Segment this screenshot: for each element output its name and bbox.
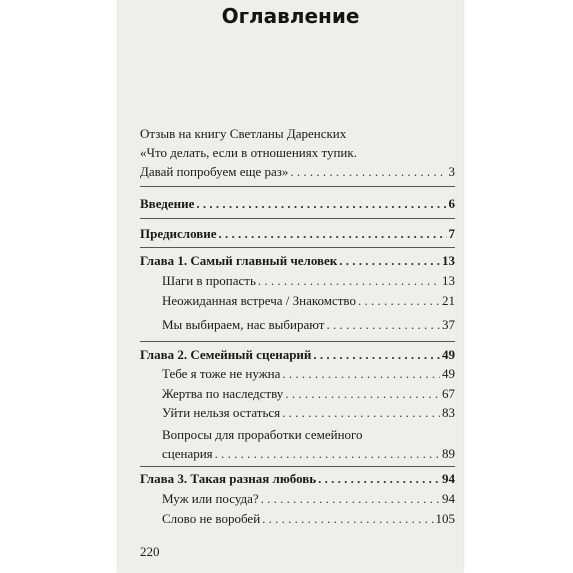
toc-subentry (162, 509, 455, 528)
toc-subentry (162, 315, 455, 334)
leader-dots (258, 271, 440, 290)
toc-entry-text: Муж или посуда? (162, 491, 259, 506)
divider (140, 247, 455, 248)
toc-entry-text: Шаги в пропасть (162, 273, 256, 288)
leader-dots (326, 315, 440, 334)
divider (140, 218, 455, 219)
toc-page-number: 13 (442, 273, 455, 288)
toc-entry-text: Тебе я тоже не нужна (162, 366, 281, 381)
toc-entry-text: Жертва по наследству (162, 386, 284, 401)
toc-entry-text: Введение (140, 196, 195, 211)
leader-dots (318, 469, 440, 488)
toc-page-number: 13 (442, 253, 455, 268)
toc-page-number: 49 (442, 366, 455, 381)
toc-page-number: 6 (448, 196, 455, 211)
toc-page-number: 7 (448, 226, 455, 241)
toc-page-number: 94 (442, 471, 455, 486)
toc-page-number: 3 (448, 164, 455, 179)
leader-dots (282, 403, 440, 422)
toc-page-number: 105 (435, 511, 455, 526)
divider (140, 466, 455, 467)
toc-entry-text: Давай попробуем еще раз» (140, 164, 289, 179)
toc-entry-text: «Что делать, если в отношениях тупик. (140, 145, 357, 160)
book-page (118, 0, 463, 573)
toc-entry-text: Предисловие (140, 226, 217, 241)
leader-dots (313, 345, 440, 364)
toc-entry-text: Уйти нельзя остаться (162, 405, 281, 420)
toc-page-number: 94 (442, 491, 455, 506)
toc-page-number: 49 (442, 347, 455, 362)
toc-subentry (162, 403, 455, 422)
divider (140, 186, 455, 187)
toc-entry-text: Отзыв на книгу Светланы Даренских (140, 126, 347, 141)
leader-dots (285, 384, 440, 403)
toc-entry-text: Глава 3. Такая разная любовь (140, 471, 317, 486)
toc-entry-text: Глава 2. Семейный сценарий (140, 347, 312, 362)
page-title: Оглавление (221, 4, 360, 28)
toc-page-number: 37 (442, 317, 455, 332)
toc-page-number: 67 (442, 386, 455, 401)
leader-dots (215, 444, 440, 463)
leader-dots (219, 224, 447, 243)
toc-entry-text: Вопросы для проработки семейного (162, 427, 363, 442)
toc-subentry (162, 425, 455, 463)
toc-entry-text: сценария (162, 446, 213, 461)
toc-chapter-3 (140, 469, 455, 488)
toc-chapter-1 (140, 251, 455, 270)
toc-entry-preface (140, 224, 455, 243)
toc-subentry (162, 271, 455, 290)
leader-dots (262, 509, 433, 528)
toc-entry-text: Мы выбираем, нас выбирают (162, 317, 325, 332)
toc-subentry (162, 364, 455, 383)
leader-dots (196, 194, 446, 213)
leader-dots (358, 291, 440, 310)
leader-dots (339, 251, 440, 270)
toc-entry-text: Неожиданная встреча / Знакомство (162, 293, 356, 308)
toc-page-number: 21 (442, 293, 455, 308)
toc-subentry (162, 291, 455, 310)
toc-page-number: 83 (442, 405, 455, 420)
leader-dots (261, 489, 440, 508)
leader-dots (290, 162, 446, 181)
toc-chapter-2 (140, 345, 455, 364)
page-number: 220 (140, 544, 160, 559)
leader-dots (282, 364, 440, 383)
toc-entry-review (140, 124, 455, 181)
toc-entry-text: Слово не воробей (162, 511, 261, 526)
toc-entry-intro (140, 194, 455, 213)
toc-page-number: 89 (442, 446, 455, 461)
toc-subentry (162, 384, 455, 403)
divider (140, 341, 455, 342)
toc-entry-text: Глава 1. Самый главный человек (140, 253, 338, 268)
toc-subentry (162, 489, 455, 508)
